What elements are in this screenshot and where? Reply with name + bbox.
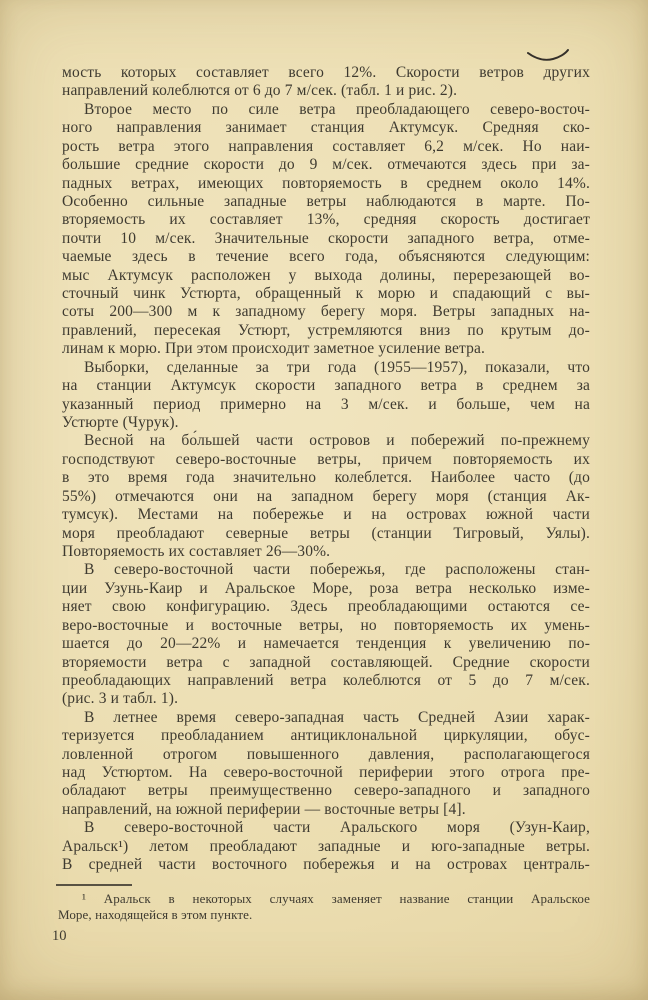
text-line: тумсук). Местами на побережье и на островах южной части	[62, 506, 590, 524]
text-line: Второе место по силе ветра преобладающего северо-восточ-	[84, 100, 590, 118]
footnote-rule	[56, 884, 132, 886]
paragraph	[58, 891, 590, 923]
text-line: вторяемости ветра с западной составляющей. Средние скорости	[62, 653, 590, 671]
text-line: направлений, на южной периферии — восточные ветры [4].	[62, 800, 466, 818]
text-line: ции Узунь-Каир и Аральское Море, роза ветра несколько изме-	[62, 579, 590, 597]
text-line: линам к морю. При этом происходит заметное усиление ветра.	[62, 340, 486, 358]
text-line: мость которых составляет всего 12%. Скорости ветров других	[62, 64, 590, 81]
page-number: 10	[52, 928, 67, 944]
text-line: чаемые здесь в течение всего года, объясняются следующим:	[62, 248, 590, 266]
text-line: обладают ветры преимущественно северо-западного и западного	[62, 782, 590, 800]
paragraph	[62, 359, 590, 433]
text-line: рость ветра этого направления составляет 6,2 м/сек. Но наи-	[62, 137, 590, 155]
text-line: теризуется преобладанием антициклональной циркуляции, обус-	[62, 727, 590, 745]
text-line: мыс Актумсук расположен у выхода долины, перерезающей во-	[62, 266, 590, 284]
text-line: веро-восточные и восточные ветры, но повторяемость их умень-	[62, 616, 590, 634]
text-line: В северо-восточной части Аральского моря (Узун-Каир,	[84, 819, 590, 837]
text-line: Устюрте (Чурук).	[62, 414, 179, 432]
text-line: Особенно сильные западные ветры наблюдаются в марте. По-	[62, 192, 590, 210]
text-line: ловленной отрогом повышенного давления, располагающегося	[62, 745, 590, 763]
paragraph	[62, 432, 590, 561]
paragraph	[62, 709, 590, 820]
text-line: на станции Актумсук скорости западного ветра в среднем за	[62, 377, 590, 395]
paragraph	[62, 64, 590, 101]
text-line: над Устюртом. На северо-восточной периферии этого отрога пре-	[62, 764, 590, 782]
text-line: указанный период примерно на 3 м/сек. и больше, чем на	[62, 395, 590, 413]
pen-stroke-artifact-icon	[527, 47, 569, 63]
text-line: В северо-восточной части побережья, где расположены стан-	[84, 561, 590, 579]
text-line: Весной на бо́льшей части островов и побережий по-прежнему	[84, 432, 590, 450]
text-line: Выборки, сделанные за три года (1955—1957), показали, что	[84, 358, 590, 376]
text-line: ¹ Аральск в некоторых случаях заменяет название станции Аральское	[82, 891, 590, 906]
text-line: господствуют северо-восточные ветры, причем повторяемость их	[62, 450, 590, 468]
text-line: почти 10 м/сек. Значительные скорости западного ветра, отме-	[62, 229, 590, 247]
text-line: В средней части восточного побережья и на островах централь-	[62, 856, 590, 874]
text-line: няет свою конфигурацию. Здесь преобладающими остаются се-	[62, 598, 590, 616]
text-line: моря преобладают северные ветры (станции Тигровый, Уялы).	[62, 524, 590, 542]
text-line: вторяемость их составляет 13%, средняя скорость достигает	[62, 211, 590, 229]
text-line: падных ветрах, имеющих повторяемость в среднем около 14%.	[62, 174, 590, 192]
text-line: ного направления занимает станция Актумсук. Средняя ско-	[62, 119, 590, 137]
text-line: (рис. 3 и табл. 1).	[62, 690, 179, 708]
paragraph	[62, 561, 590, 708]
footnote	[58, 891, 590, 923]
text-line: большие средние скорости до 9 м/сек. отмечаются здесь при за-	[62, 156, 590, 174]
text-line: В летнее время северо-западная часть Средней Азии харак-	[84, 708, 590, 726]
paragraph	[62, 101, 590, 359]
text-line: в это время года значительно колеблется. Наиболее часто (до	[62, 469, 590, 487]
body-text	[62, 64, 590, 875]
text-line: направлений колеблются от 6 до 7 м/сек. (табл. 1 и рис. 2).	[62, 82, 458, 100]
text-line: шается до 20—22% и намечается тенденция к увеличению по-	[62, 635, 590, 653]
paragraph	[62, 819, 590, 874]
text-line: соты 200—300 м к западному берегу моря. Ветры западных на-	[62, 303, 590, 321]
text-line: 55%) отмечаются они на западном берегу моря (станция Ак-	[62, 487, 590, 505]
text-line: правлений, пересекая Устюрт, устремляются вниз по крутым до-	[62, 321, 590, 339]
text-line: Повторяемость их составляет 26—30%.	[62, 542, 331, 560]
text-line: преобладающих направлений ветра колеблются от 5 до 7 м/сек.	[62, 671, 590, 689]
text-line: Море, находящейся в этом пункте.	[58, 907, 253, 922]
text-line: сточный чинк Устюрта, обращенный к морю и спадающий с вы-	[62, 285, 590, 303]
text-line: Аральск¹) летом преобладают западные и юго-западные ветры.	[62, 837, 590, 855]
